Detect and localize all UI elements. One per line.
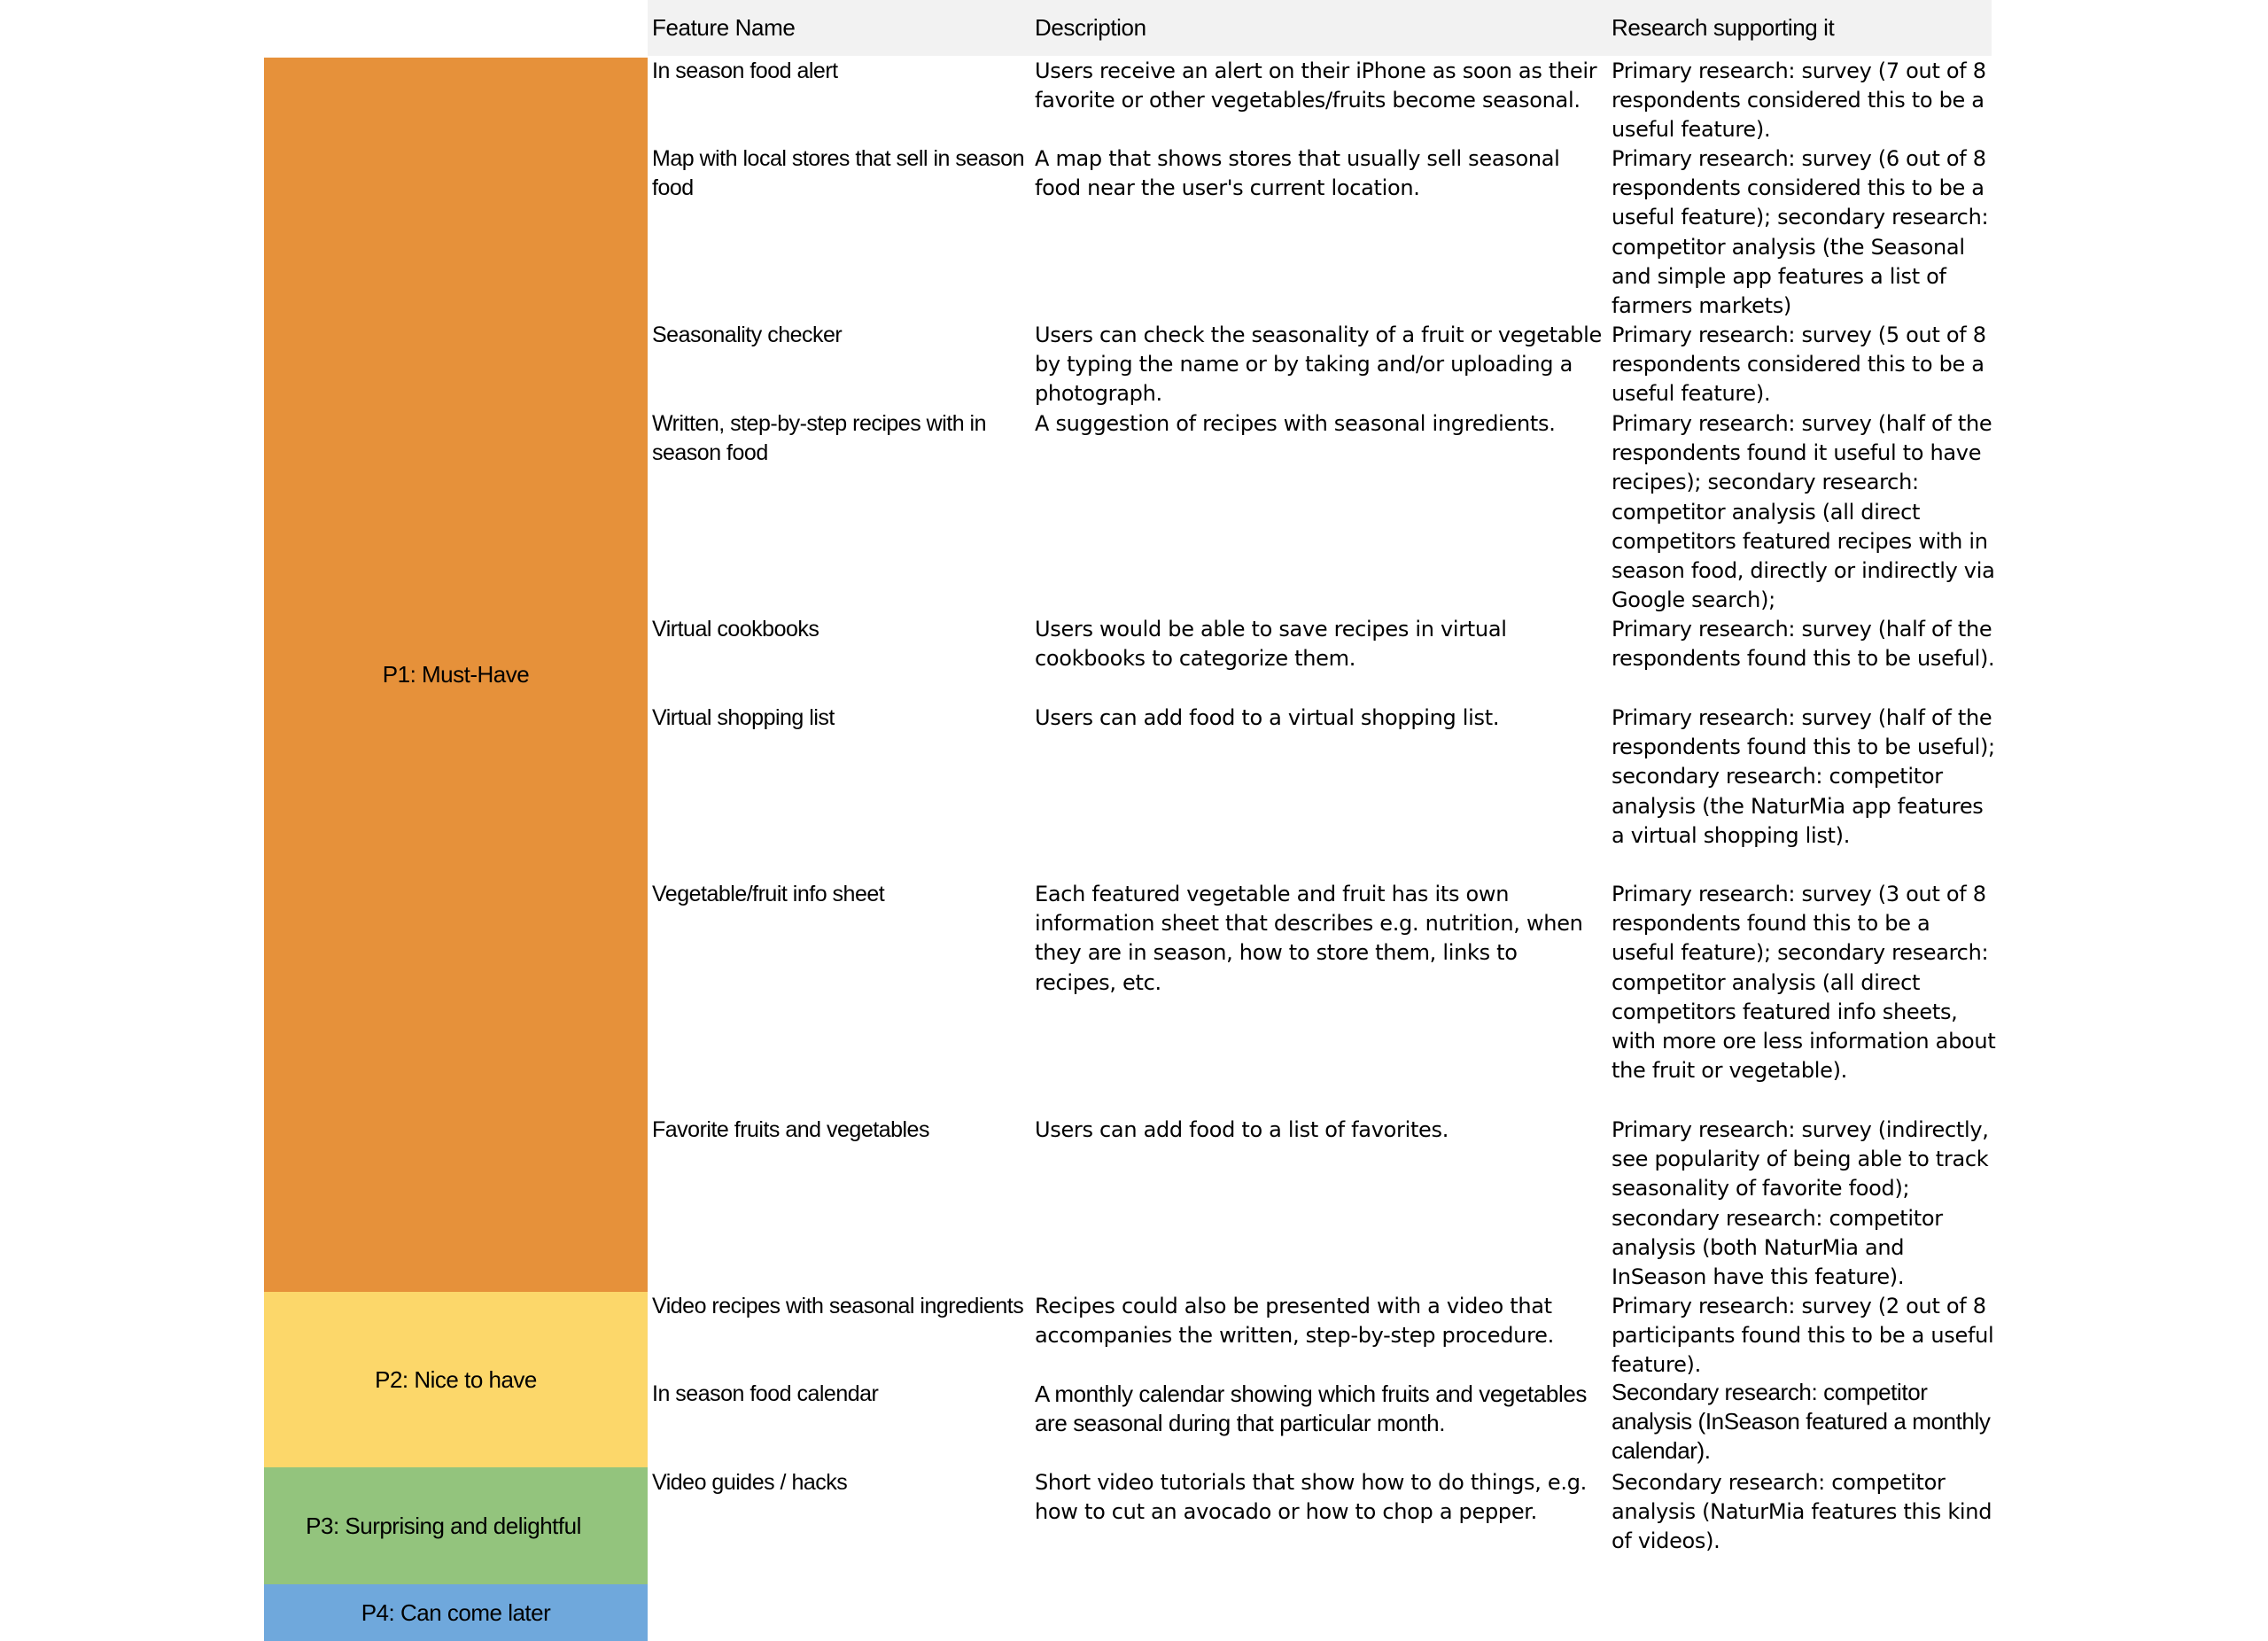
research-cell: Primary research: survey (indirectly, see popularity of being able to track seasonality of favorite food); secondary research: competitor analysis (both NaturMia and InSeason have this feature).: [1612, 1117, 1989, 1290]
priority-label-p4: P4: Can come later: [361, 1598, 551, 1626]
research-cell: Primary research: survey (half of the respondents found this to be useful).: [1612, 617, 1995, 672]
feature-name-cell: Virtual cookbooks: [652, 617, 819, 642]
research-cell: Primary research: survey (2 out of 8 participants found this to be a useful feature).: [1612, 1294, 1994, 1378]
feature-name-cell: Virtual shopping list: [652, 705, 835, 730]
header-feature-name: Feature Name: [652, 14, 796, 41]
description-cell: Users receive an alert on their iPhone as soon as their favorite or other vegetables/fruits become seasonal.: [1035, 58, 1597, 113]
description-cell: A monthly calendar showing which fruits and vegetables are seasonal during that particular month.: [1035, 1380, 1587, 1437]
research-cell: Primary research: survey (half of the respondents found it useful to have recipes); secondary research: competitor analysis (all direct competitors featured recipes with in season food, directly or indirectly via Google search);: [1612, 411, 1995, 613]
feature-name-cell: Vegetable/fruit info sheet: [652, 882, 885, 906]
description-cell: Users can add food to a virtual shopping list.: [1035, 705, 1500, 730]
feature-name-cell: Favorite fruits and vegetables: [652, 1117, 929, 1142]
description-cell: Recipes could also be presented with a video that accompanies the written, step-by-step procedure.: [1035, 1294, 1554, 1349]
description-cell: Users can add food to a list of favorites.: [1035, 1117, 1449, 1142]
description-cell: Short video tutorials that show how to do things, e.g. how to cut an avocado or how to chop a pepper.: [1035, 1470, 1587, 1525]
feature-name-cell: In season food alert: [652, 58, 838, 83]
feature-name-cell: Video guides / hacks: [652, 1470, 848, 1495]
priority-band-p2: [264, 1292, 648, 1467]
feature-name-cell: Written, step-by-step recipes with in season food: [652, 411, 987, 466]
research-cell: Primary research: survey (3 out of 8 respondents found this to be a useful feature); secondary research: competitor analysis (all direct competitors featured info sheets, with more ore less information about the fruit or vegetable).: [1612, 882, 1996, 1084]
research-cell: Secondary research: competitor analysis (NaturMia features this kind of videos).: [1612, 1470, 1992, 1554]
feature-name-cell: Map with local stores that sell in season food: [652, 146, 1024, 201]
priority-label-p3: P3: Surprising and delightful: [306, 1512, 581, 1539]
priority-band-p1: [264, 58, 648, 1292]
priority-band-p3: [264, 1467, 648, 1584]
priority-label-p2: P2: Nice to have: [375, 1365, 537, 1393]
description-cell: Each featured vegetable and fruit has its own information sheet that describes e.g. nutrition, when they are in season, how to store them, links to recipes, etc.: [1035, 882, 1583, 995]
description-cell: A suggestion of recipes with seasonal ingredients.: [1035, 411, 1556, 436]
research-cell: Primary research: survey (5 out of 8 respondents considered this to be a useful feature).: [1612, 323, 1986, 407]
priority-label-p1: P1: Must-Have: [382, 661, 530, 688]
research-cell: Primary research: survey (7 out of 8 respondents considered this to be a useful feature).: [1612, 58, 1986, 143]
feature-name-cell: In season food calendar: [652, 1381, 879, 1406]
description-cell: Users can check the seasonality of a fruit or vegetable by typing the name or by taking and/or uploading a photograph.: [1035, 323, 1602, 407]
description-cell: A map that shows stores that usually sell seasonal food near the user's current location.: [1035, 146, 1560, 201]
research-cell: Primary research: survey (half of the respondents found this to be useful); secondary research: competitor analysis (the NaturMia app features a virtual shopping list).: [1612, 705, 1995, 848]
feature-name-cell: Video recipes with seasonal ingredients: [652, 1294, 1024, 1318]
header-description: Description: [1035, 14, 1146, 41]
header-research: Research supporting it: [1612, 14, 1835, 41]
research-cell: Primary research: survey (6 out of 8 respondents considered this to be a useful feature); secondary research: competitor analysis (the Seasonal and simple app features a list of farmers markets): [1612, 146, 1989, 319]
research-cell: Secondary research: competitor analysis (InSeason featured a monthly calendar).: [1612, 1379, 1991, 1465]
feature-name-cell: Seasonality checker: [652, 323, 843, 347]
priority-band-p4: [264, 1584, 648, 1641]
description-cell: Users would be able to save recipes in virtual cookbooks to categorize them.: [1035, 617, 1507, 672]
